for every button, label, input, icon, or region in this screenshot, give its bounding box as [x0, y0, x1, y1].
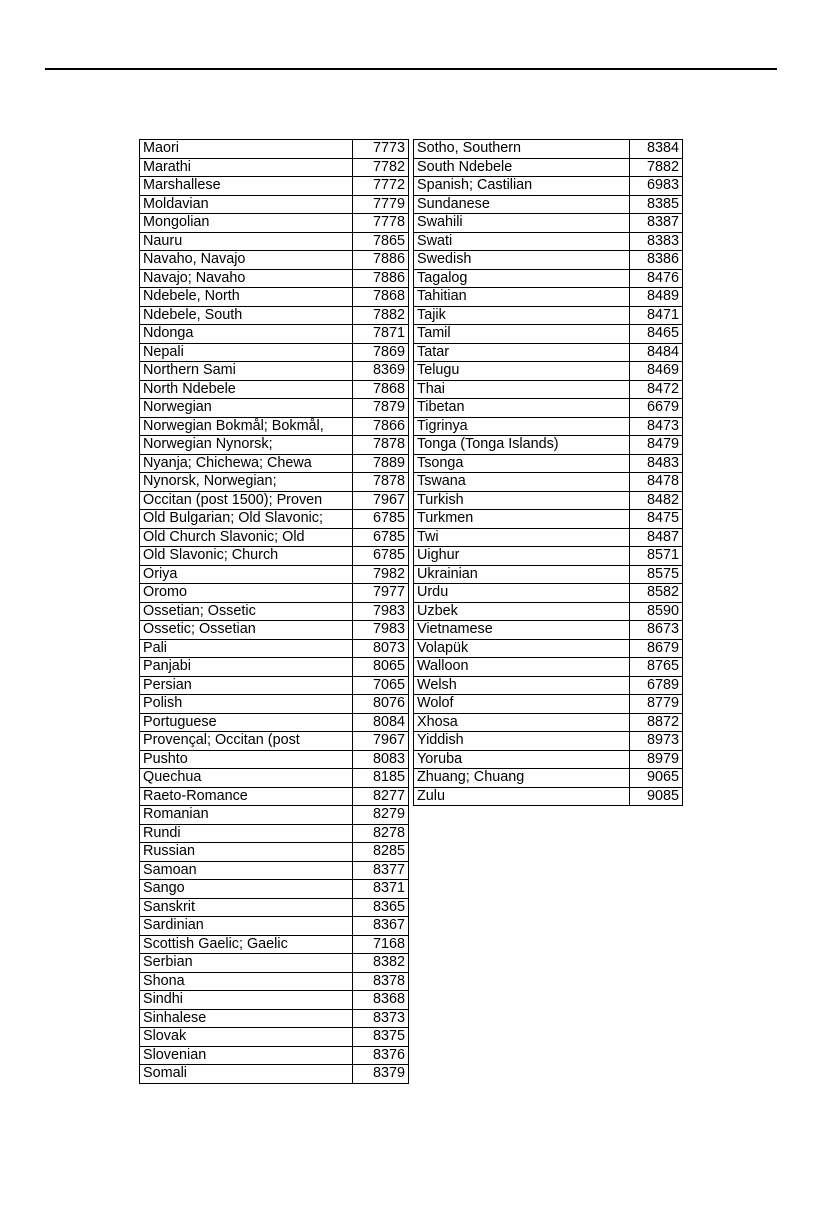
table-row [414, 658, 683, 677]
table-row [140, 880, 409, 899]
language-name-cell: Oromo [140, 584, 353, 603]
language-name-cell: Old Church Slavonic; Old [140, 528, 353, 547]
table-row [414, 787, 683, 806]
language-name-cell: Tibetan [414, 399, 630, 418]
table-row [414, 750, 683, 769]
language-name-cell: Panjabi [140, 658, 353, 677]
table-row [140, 269, 409, 288]
language-name-cell: Shona [140, 972, 353, 991]
language-name-cell: Russian [140, 843, 353, 862]
language-name-cell: Zhuang; Chuang [414, 769, 630, 788]
language-name-cell: Tamil [414, 325, 630, 344]
language-name-cell: Raeto-Romance [140, 787, 353, 806]
language-name-cell: Norwegian Nynorsk; [140, 436, 353, 455]
language-name-cell: Ukrainian [414, 565, 630, 584]
language-name-cell: Tagalog [414, 269, 630, 288]
language-code-cell: 8065 [353, 658, 409, 677]
table-row [140, 769, 409, 788]
language-code-cell: 7967 [353, 491, 409, 510]
language-name-cell: Serbian [140, 954, 353, 973]
language-code-cell: 7878 [353, 436, 409, 455]
language-code-cell: 6679 [630, 399, 683, 418]
language-name-cell: Welsh [414, 676, 630, 695]
language-code-cell: 7773 [353, 140, 409, 159]
table-row [140, 510, 409, 529]
language-code-cell: 7983 [353, 621, 409, 640]
table-row [140, 658, 409, 677]
language-name-cell: Uzbek [414, 602, 630, 621]
language-name-cell: Yoruba [414, 750, 630, 769]
table-row [140, 1028, 409, 1047]
language-name-cell: Pali [140, 639, 353, 658]
language-name-cell: Walloon [414, 658, 630, 677]
language-name-cell: Yiddish [414, 732, 630, 751]
language-code-cell: 7065 [353, 676, 409, 695]
language-name-cell: Tahitian [414, 288, 630, 307]
language-code-cell: 8278 [353, 824, 409, 843]
language-code-table-right [413, 139, 683, 806]
language-code-cell: 8582 [630, 584, 683, 603]
language-code-cell: 8386 [630, 251, 683, 270]
language-code-cell: 8473 [630, 417, 683, 436]
language-name-cell: Turkmen [414, 510, 630, 529]
table-row [140, 806, 409, 825]
language-code-table-left [139, 139, 409, 1084]
table-row [414, 362, 683, 381]
table-row [140, 621, 409, 640]
language-code-cell: 7982 [353, 565, 409, 584]
table-row [140, 898, 409, 917]
language-code-cell: 7967 [353, 732, 409, 751]
table-row [140, 935, 409, 954]
language-name-cell: Mongolian [140, 214, 353, 233]
language-code-cell: 8073 [353, 639, 409, 658]
table-row [414, 343, 683, 362]
language-name-cell: Pushto [140, 750, 353, 769]
language-name-cell: Occitan (post 1500); Proven [140, 491, 353, 510]
language-code-cell: 8376 [353, 1046, 409, 1065]
table-row [140, 565, 409, 584]
table-row [140, 288, 409, 307]
table-row [414, 639, 683, 658]
table-row [414, 269, 683, 288]
language-name-cell: Tajik [414, 306, 630, 325]
language-code-cell: 8377 [353, 861, 409, 880]
language-code-cell: 9085 [630, 787, 683, 806]
language-code-cell: 7868 [353, 288, 409, 307]
table-row [414, 325, 683, 344]
language-name-cell: Zulu [414, 787, 630, 806]
table-row [140, 861, 409, 880]
language-code-cell: 8076 [353, 695, 409, 714]
language-code-cell: 8387 [630, 214, 683, 233]
language-name-cell: Persian [140, 676, 353, 695]
language-name-cell: Ossetic; Ossetian [140, 621, 353, 640]
language-code-cell: 7871 [353, 325, 409, 344]
language-code-cell: 7886 [353, 269, 409, 288]
table-row [140, 325, 409, 344]
language-name-cell: Old Slavonic; Church [140, 547, 353, 566]
table-row [140, 343, 409, 362]
language-code-cell: 8382 [353, 954, 409, 973]
language-name-cell: Romanian [140, 806, 353, 825]
language-name-cell: Tatar [414, 343, 630, 362]
language-name-cell: South Ndebele [414, 158, 630, 177]
language-name-cell: Urdu [414, 584, 630, 603]
table-row [140, 140, 409, 159]
language-name-cell: Sanskrit [140, 898, 353, 917]
language-name-cell: Nauru [140, 232, 353, 251]
table-row [140, 639, 409, 658]
language-name-cell: Quechua [140, 769, 353, 788]
language-code-cell: 8384 [630, 140, 683, 159]
language-name-cell: Polish [140, 695, 353, 714]
language-name-cell: Nepali [140, 343, 353, 362]
language-code-cell: 8378 [353, 972, 409, 991]
table-row [140, 676, 409, 695]
language-code-cell: 8484 [630, 343, 683, 362]
language-code-cell: 8385 [630, 195, 683, 214]
language-name-cell: Sinhalese [140, 1009, 353, 1028]
table-row [414, 510, 683, 529]
table-row [414, 251, 683, 270]
language-name-cell: Wolof [414, 695, 630, 714]
language-name-cell: Moldavian [140, 195, 353, 214]
table-row [414, 436, 683, 455]
language-name-cell: Swahili [414, 214, 630, 233]
table-row [140, 232, 409, 251]
language-name-cell: Tigrinya [414, 417, 630, 436]
language-code-cell: 6983 [630, 177, 683, 196]
table-row [414, 140, 683, 159]
language-code-cell: 7882 [353, 306, 409, 325]
language-code-cell: 7168 [353, 935, 409, 954]
table-row [140, 528, 409, 547]
table-row [140, 732, 409, 751]
language-code-cell: 7886 [353, 251, 409, 270]
table-row [414, 306, 683, 325]
table-row [414, 547, 683, 566]
language-name-cell: Slovak [140, 1028, 353, 1047]
language-name-cell: Volapük [414, 639, 630, 658]
language-code-cell: 6789 [630, 676, 683, 695]
table-row [140, 843, 409, 862]
table-row [140, 214, 409, 233]
table-row [140, 824, 409, 843]
language-code-cell: 8373 [353, 1009, 409, 1028]
language-name-cell: Navaho, Navajo [140, 251, 353, 270]
header-rule [45, 68, 777, 70]
language-code-cell: 8083 [353, 750, 409, 769]
table-row [414, 769, 683, 788]
language-code-cell: 7977 [353, 584, 409, 603]
language-code-cell: 8285 [353, 843, 409, 862]
language-code-cell: 8765 [630, 658, 683, 677]
table-row [140, 251, 409, 270]
language-code-cell: 7866 [353, 417, 409, 436]
language-code-cell: 8367 [353, 917, 409, 936]
language-name-cell: North Ndebele [140, 380, 353, 399]
table-row [140, 454, 409, 473]
language-code-cell: 8482 [630, 491, 683, 510]
table-row [414, 621, 683, 640]
language-name-cell: Sango [140, 880, 353, 899]
language-code-cell: 8479 [630, 436, 683, 455]
table-row [140, 713, 409, 732]
language-code-cell: 7889 [353, 454, 409, 473]
language-name-cell: Nynorsk, Norwegian; [140, 473, 353, 492]
table-row [414, 195, 683, 214]
table-row [414, 399, 683, 418]
language-code-cell: 7772 [353, 177, 409, 196]
language-name-cell: Twi [414, 528, 630, 547]
language-name-cell: Thai [414, 380, 630, 399]
table-row [140, 158, 409, 177]
language-code-cell: 8483 [630, 454, 683, 473]
table-row [140, 954, 409, 973]
language-code-cell: 8571 [630, 547, 683, 566]
language-code-cell: 7868 [353, 380, 409, 399]
table-row [414, 454, 683, 473]
table-row [140, 1065, 409, 1084]
table-row [140, 917, 409, 936]
language-name-cell: Tonga (Tonga Islands) [414, 436, 630, 455]
language-name-cell: Portuguese [140, 713, 353, 732]
language-name-cell: Oriya [140, 565, 353, 584]
table-row [140, 306, 409, 325]
language-name-cell: Norwegian Bokmål; Bokmål, [140, 417, 353, 436]
language-code-cell: 7869 [353, 343, 409, 362]
language-code-cell: 8475 [630, 510, 683, 529]
language-name-cell: Nyanja; Chichewa; Chewa [140, 454, 353, 473]
language-name-cell: Navajo; Navaho [140, 269, 353, 288]
table-row [140, 991, 409, 1010]
table-row [140, 362, 409, 381]
table-row [414, 528, 683, 547]
table-row [140, 436, 409, 455]
table-row [414, 473, 683, 492]
language-name-cell: Sindhi [140, 991, 353, 1010]
language-code-cell: 8487 [630, 528, 683, 547]
table-row [414, 732, 683, 751]
language-code-cell: 8673 [630, 621, 683, 640]
table-row [414, 158, 683, 177]
language-code-cell: 8084 [353, 713, 409, 732]
table-row [414, 602, 683, 621]
table-row [140, 491, 409, 510]
language-name-cell: Xhosa [414, 713, 630, 732]
table-row [140, 473, 409, 492]
table-row [140, 972, 409, 991]
language-code-cell: 8575 [630, 565, 683, 584]
table-row [414, 232, 683, 251]
table-row [140, 380, 409, 399]
table-row [414, 713, 683, 732]
language-name-cell: Ndebele, North [140, 288, 353, 307]
language-code-cell: 8383 [630, 232, 683, 251]
language-code-cell: 8465 [630, 325, 683, 344]
language-code-cell: 8779 [630, 695, 683, 714]
language-code-cell: 7865 [353, 232, 409, 251]
language-code-cell: 8375 [353, 1028, 409, 1047]
language-name-cell: Maori [140, 140, 353, 159]
language-code-cell: 8973 [630, 732, 683, 751]
language-name-cell: Sardinian [140, 917, 353, 936]
language-code-cell: 8368 [353, 991, 409, 1010]
table-row [414, 695, 683, 714]
language-name-cell: Swedish [414, 251, 630, 270]
language-name-cell: Ndonga [140, 325, 353, 344]
language-code-cell: 8476 [630, 269, 683, 288]
language-code-cell: 7782 [353, 158, 409, 177]
table-row [140, 1046, 409, 1065]
table-row [414, 288, 683, 307]
table-row [140, 417, 409, 436]
language-name-cell: Northern Sami [140, 362, 353, 381]
language-name-cell: Old Bulgarian; Old Slavonic; [140, 510, 353, 529]
language-name-cell: Scottish Gaelic; Gaelic [140, 935, 353, 954]
language-code-cell: 8469 [630, 362, 683, 381]
language-code-cell: 8279 [353, 806, 409, 825]
language-code-cell: 6785 [353, 510, 409, 529]
language-name-cell: Ossetian; Ossetic [140, 602, 353, 621]
language-name-cell: Rundi [140, 824, 353, 843]
language-name-cell: Marathi [140, 158, 353, 177]
table-row [414, 676, 683, 695]
language-code-cell: 7779 [353, 195, 409, 214]
language-code-cell: 7882 [630, 158, 683, 177]
language-name-cell: Sundanese [414, 195, 630, 214]
language-name-cell: Tswana [414, 473, 630, 492]
language-code-cell: 8472 [630, 380, 683, 399]
language-name-cell: Swati [414, 232, 630, 251]
language-name-cell: Telugu [414, 362, 630, 381]
language-rows [140, 140, 409, 1084]
language-name-cell: Norwegian [140, 399, 353, 418]
language-name-cell: Samoan [140, 861, 353, 880]
language-name-cell: Tsonga [414, 454, 630, 473]
language-code-cell: 7879 [353, 399, 409, 418]
table-row [140, 1009, 409, 1028]
table-row [414, 491, 683, 510]
table-row [140, 787, 409, 806]
table-row [140, 584, 409, 603]
language-code-cell: 8369 [353, 362, 409, 381]
language-code-cell: 8679 [630, 639, 683, 658]
language-code-cell: 8365 [353, 898, 409, 917]
language-code-cell: 8489 [630, 288, 683, 307]
language-name-cell: Spanish; Castilian [414, 177, 630, 196]
table-row [140, 547, 409, 566]
language-name-cell: Somali [140, 1065, 353, 1084]
table-row [414, 417, 683, 436]
table-row [140, 695, 409, 714]
language-code-cell: 8185 [353, 769, 409, 788]
table-row [140, 602, 409, 621]
language-rows [414, 140, 683, 806]
language-name-cell: Slovenian [140, 1046, 353, 1065]
language-name-cell: Vietnamese [414, 621, 630, 640]
table-row [414, 565, 683, 584]
language-name-cell: Sotho, Southern [414, 140, 630, 159]
table-row [140, 177, 409, 196]
language-code-cell: 9065 [630, 769, 683, 788]
language-name-cell: Uighur [414, 547, 630, 566]
language-name-cell: Provençal; Occitan (post [140, 732, 353, 751]
table-row [414, 177, 683, 196]
language-code-cell: 8478 [630, 473, 683, 492]
language-name-cell: Marshallese [140, 177, 353, 196]
language-code-cell: 8277 [353, 787, 409, 806]
language-name-cell: Turkish [414, 491, 630, 510]
table-row [140, 399, 409, 418]
table-row [140, 750, 409, 769]
language-code-cell: 8379 [353, 1065, 409, 1084]
language-code-cell: 8872 [630, 713, 683, 732]
table-row [414, 214, 683, 233]
language-code-cell: 6785 [353, 528, 409, 547]
language-code-cell: 7878 [353, 473, 409, 492]
language-code-cell: 8590 [630, 602, 683, 621]
language-code-cell: 8471 [630, 306, 683, 325]
language-code-cell: 8979 [630, 750, 683, 769]
table-row [414, 584, 683, 603]
language-code-cell: 8371 [353, 880, 409, 899]
language-code-cell: 6785 [353, 547, 409, 566]
language-name-cell: Ndebele, South [140, 306, 353, 325]
language-code-cell: 7778 [353, 214, 409, 233]
table-row [140, 195, 409, 214]
language-code-cell: 7983 [353, 602, 409, 621]
table-row [414, 380, 683, 399]
